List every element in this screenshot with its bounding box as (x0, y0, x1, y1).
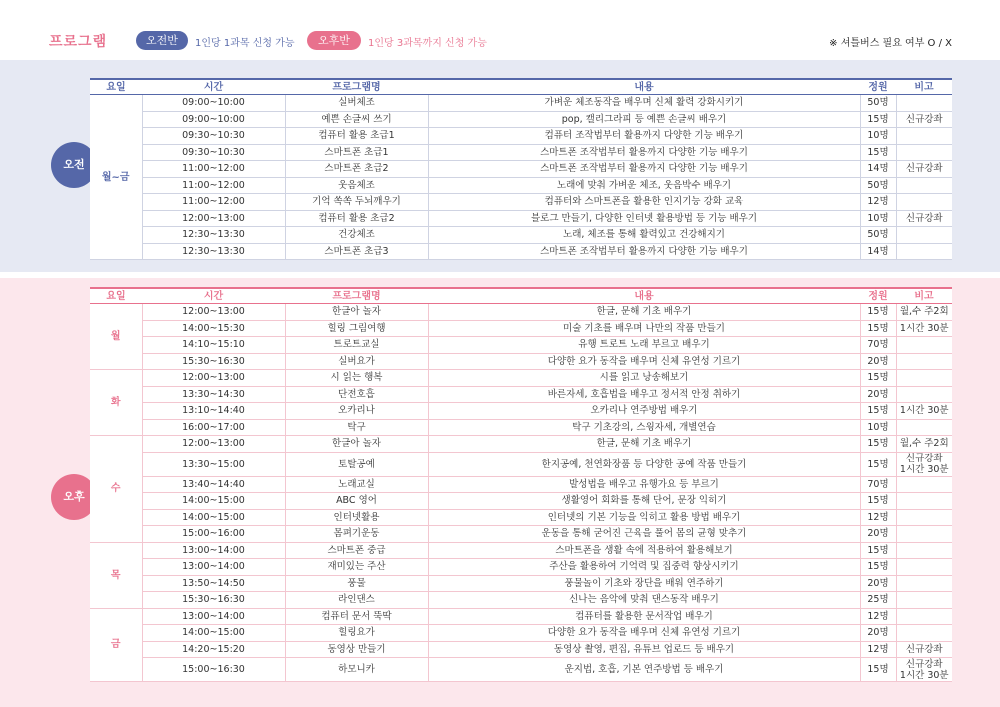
table-row (90, 210, 952, 227)
morning-rule: 1인당 1과목 신청 가능 (195, 38, 295, 49)
time-cell: 14:00~15:00 (142, 493, 285, 510)
note-cell: 신규강좌 (896, 210, 952, 227)
note-cell (896, 95, 952, 112)
note-line: 월,수 주2회 (899, 438, 949, 450)
program-name-cell: 한글아 놀자 (285, 436, 428, 453)
time-cell: 13:40~14:40 (142, 476, 285, 493)
table-row (90, 386, 952, 403)
time-header: 시간 (142, 288, 285, 304)
time-cell: 14:20~15:20 (142, 641, 285, 658)
program-name-cell: 단전호흡 (285, 386, 428, 403)
capacity-cell: 15명 (860, 542, 896, 559)
content-cell: 블로그 만들기, 다양한 인터넷 활용방법 등 기능 배우기 (428, 210, 860, 227)
program-name-cell: 시 읽는 행복 (285, 370, 428, 387)
capacity-cell: 20명 (860, 575, 896, 592)
table-header-row (90, 288, 952, 304)
table-row (90, 436, 952, 453)
note-cell (896, 493, 952, 510)
note-line: 1시간 30분 (899, 322, 949, 334)
note-cell (896, 304, 952, 321)
day-cell: 월~금 (90, 95, 142, 260)
content-cell: 바른자세, 호흡법을 배우고 정서적 안정 취하기 (428, 386, 860, 403)
shuttle-note: ※ 셔틀버스 필요 여부 O / X (829, 38, 952, 49)
time-cell: 09:00~10:00 (142, 95, 285, 112)
time-cell: 11:00~12:00 (142, 161, 285, 178)
page-header (0, 30, 1000, 54)
program-name-cell: 풍물 (285, 575, 428, 592)
program-name-cell: 탁구 (285, 419, 428, 436)
program-name-cell: 하모니카 (285, 658, 428, 682)
day-cell: 수 (90, 436, 142, 543)
program-name-cell: 실버체조 (285, 95, 428, 112)
table-row (90, 476, 952, 493)
program-name-cell: ABC 영어 (285, 493, 428, 510)
table-row (90, 559, 952, 576)
note-cell (896, 227, 952, 244)
note-cell (896, 386, 952, 403)
program-name-cell: 실버요가 (285, 353, 428, 370)
capacity-cell: 12명 (860, 509, 896, 526)
table-row (90, 526, 952, 543)
program-name-cell: 기억 쏙쏙 두뇌깨우기 (285, 194, 428, 211)
time-cell: 14:00~15:00 (142, 509, 285, 526)
morning-schedule-table (90, 78, 952, 260)
capacity-cell: 14명 (860, 243, 896, 260)
program-name-cell: 예쁜 손글씨 쓰기 (285, 111, 428, 128)
capacity-cell: 12명 (860, 194, 896, 211)
afternoon-schedule-table (90, 287, 952, 682)
content-cell: 탁구 기초강의, 스윙자세, 개별연습 (428, 419, 860, 436)
program-name-cell: 인터넷활용 (285, 509, 428, 526)
day-cell: 월 (90, 304, 142, 370)
capacity-cell: 15명 (860, 403, 896, 420)
time-cell: 09:30~10:30 (142, 128, 285, 145)
note-cell (896, 337, 952, 354)
note-cell (896, 559, 952, 576)
capacity-cell: 20명 (860, 625, 896, 642)
capacity-cell: 15명 (860, 304, 896, 321)
note-line: 1시간 30분 (899, 405, 949, 417)
program-name-cell: 트로트교실 (285, 337, 428, 354)
time-cell: 13:00~14:00 (142, 542, 285, 559)
program-name-cell: 라인댄스 (285, 592, 428, 609)
time-cell: 15:00~16:00 (142, 526, 285, 543)
time-cell: 12:30~13:30 (142, 243, 285, 260)
day-cell: 금 (90, 608, 142, 682)
table-row (90, 337, 952, 354)
table-row (90, 320, 952, 337)
capacity-cell: 15명 (860, 111, 896, 128)
capacity-cell: 15명 (860, 320, 896, 337)
program-name-cell: 동영상 만들기 (285, 641, 428, 658)
content-cell: 유행 트로트 노래 부르고 배우기 (428, 337, 860, 354)
note-cell (896, 526, 952, 543)
day-header: 요일 (90, 288, 142, 304)
time-cell: 12:00~13:00 (142, 370, 285, 387)
time-cell: 09:30~10:30 (142, 144, 285, 161)
table-row (90, 194, 952, 211)
table-row (90, 161, 952, 178)
table-row (90, 128, 952, 145)
table-row (90, 177, 952, 194)
table-row (90, 111, 952, 128)
note-cell (896, 128, 952, 145)
afternoon-label: 오후 (51, 474, 97, 520)
note-cell (896, 641, 952, 658)
table-row (90, 419, 952, 436)
content-cell: 가벼운 체조동작을 배우며 신체 활력 강화시키기 (428, 95, 860, 112)
time-cell: 13:00~14:00 (142, 559, 285, 576)
content-header: 내용 (428, 288, 860, 304)
program-name-cell: 컴퓨터 활용 초급1 (285, 128, 428, 145)
time-cell: 14:00~15:30 (142, 320, 285, 337)
program-header: 프로그램명 (285, 79, 428, 95)
content-cell: 다양한 요가 동작을 배우며 신체 유연성 기르기 (428, 625, 860, 642)
capacity-cell: 70명 (860, 476, 896, 493)
note-cell (896, 403, 952, 420)
capacity-cell: 12명 (860, 608, 896, 625)
content-cell: 운동을 통해 굳어진 근육을 풀어 몸의 균형 맞추기 (428, 526, 860, 543)
capacity-cell: 10명 (860, 210, 896, 227)
note-cell (896, 177, 952, 194)
content-cell: 한글, 문해 기초 배우기 (428, 436, 860, 453)
table-header-row (90, 79, 952, 95)
content-cell: 미술 기초를 배우며 나만의 작품 만들기 (428, 320, 860, 337)
capacity-header: 정원 (860, 288, 896, 304)
program-name-cell: 힐링요가 (285, 625, 428, 642)
capacity-cell: 10명 (860, 419, 896, 436)
program-header: 프로그램명 (285, 288, 428, 304)
note-cell: 신규강좌 (896, 111, 952, 128)
capacity-cell: 50명 (860, 95, 896, 112)
content-cell: 시를 읽고 낭송해보기 (428, 370, 860, 387)
program-name-cell: 몸펴기운동 (285, 526, 428, 543)
time-cell: 13:30~15:00 (142, 452, 285, 476)
note-cell (896, 608, 952, 625)
time-cell: 12:00~13:00 (142, 304, 285, 321)
capacity-cell: 20명 (860, 526, 896, 543)
note-line: 1시간 30분 (899, 669, 949, 681)
table-row (90, 95, 952, 112)
note-cell (896, 194, 952, 211)
capacity-cell: 20명 (860, 386, 896, 403)
day-header: 요일 (90, 79, 142, 95)
time-cell: 14:00~15:00 (142, 625, 285, 642)
table-row (90, 304, 952, 321)
content-header: 내용 (428, 79, 860, 95)
table-row (90, 243, 952, 260)
note-header: 비고 (896, 79, 952, 95)
content-cell: 풍물놀이 기초와 장단을 배워 연주하기 (428, 575, 860, 592)
content-cell: 스마트폰 조작법부터 활용까지 다양한 기능 배우기 (428, 144, 860, 161)
table-row (90, 625, 952, 642)
time-cell: 12:00~13:00 (142, 210, 285, 227)
note-cell (896, 436, 952, 453)
table-row (90, 493, 952, 510)
time-cell: 16:00~17:00 (142, 419, 285, 436)
table-row (90, 370, 952, 387)
capacity-cell: 15명 (860, 452, 896, 476)
note-line: 신규강좌 (905, 453, 943, 464)
program-name-cell: 노래교실 (285, 476, 428, 493)
time-cell: 15:30~16:30 (142, 353, 285, 370)
note-cell (896, 476, 952, 493)
program-name-cell: 웃음체조 (285, 177, 428, 194)
capacity-cell: 15명 (860, 493, 896, 510)
program-name-cell: 토탈공예 (285, 452, 428, 476)
table-row (90, 575, 952, 592)
note-cell (896, 370, 952, 387)
time-cell: 13:00~14:00 (142, 608, 285, 625)
program-name-cell: 오카리나 (285, 403, 428, 420)
note-line: 신규강좌 (905, 658, 943, 670)
program-name-cell: 건강체조 (285, 227, 428, 244)
note-line: 신규강좌 (905, 643, 943, 655)
program-name-cell: 스마트폰 중급 (285, 542, 428, 559)
time-cell: 12:00~13:00 (142, 436, 285, 453)
program-name-cell: 스마트폰 초급2 (285, 161, 428, 178)
capacity-cell: 70명 (860, 337, 896, 354)
time-cell: 15:00~16:30 (142, 658, 285, 682)
day-cell: 목 (90, 542, 142, 608)
capacity-cell: 15명 (860, 658, 896, 682)
note-cell (896, 353, 952, 370)
content-cell: 동영상 촬영, 편집, 유튜브 업로드 등 배우기 (428, 641, 860, 658)
time-cell: 13:10~14:40 (142, 403, 285, 420)
time-cell: 15:30~16:30 (142, 592, 285, 609)
content-cell: 스마트폰 조작법부터 활용까지 다양한 기능 배우기 (428, 243, 860, 260)
program-name-cell: 컴퓨터 활용 초급2 (285, 210, 428, 227)
note-cell (896, 509, 952, 526)
note-line: 1시간 30분 (899, 464, 949, 475)
note-cell (896, 542, 952, 559)
capacity-cell: 14명 (860, 161, 896, 178)
table-row (90, 509, 952, 526)
note-cell (896, 452, 952, 476)
content-cell: 한글, 문해 기초 배우기 (428, 304, 860, 321)
note-cell (896, 658, 952, 682)
content-cell: 컴퓨터와 스마트폰을 활용한 인지기능 강화 교육 (428, 194, 860, 211)
program-name-cell: 재미있는 주산 (285, 559, 428, 576)
note-header: 비고 (896, 288, 952, 304)
table-row (90, 608, 952, 625)
content-cell: pop, 캘리그라피 등 예쁜 손글씨 배우기 (428, 111, 860, 128)
note-cell: 신규강좌 (896, 161, 952, 178)
table-row (90, 641, 952, 658)
program-name-cell: 스마트폰 초급3 (285, 243, 428, 260)
capacity-cell: 15명 (860, 559, 896, 576)
note-cell (896, 419, 952, 436)
note-cell (896, 144, 952, 161)
capacity-cell: 25명 (860, 592, 896, 609)
table-row (90, 403, 952, 420)
program-name-cell: 컴퓨터 문서 뚝딱 (285, 608, 428, 625)
note-line: 월,수 주2회 (899, 306, 949, 318)
table-row (90, 353, 952, 370)
capacity-cell: 20명 (860, 353, 896, 370)
capacity-cell: 50명 (860, 227, 896, 244)
note-cell (896, 575, 952, 592)
content-cell: 신나는 음악에 맞춰 댄스동작 배우기 (428, 592, 860, 609)
time-cell: 09:00~10:00 (142, 111, 285, 128)
content-cell: 노래, 체조를 통해 활력있고 건강해지기 (428, 227, 860, 244)
table-row (90, 452, 952, 476)
capacity-cell: 15명 (860, 370, 896, 387)
capacity-cell: 15명 (860, 436, 896, 453)
capacity-header: 정원 (860, 79, 896, 95)
content-cell: 오카리나 연주방법 배우기 (428, 403, 860, 420)
time-cell: 11:00~12:00 (142, 194, 285, 211)
content-cell: 운지법, 호흡, 기본 연주방법 등 배우기 (428, 658, 860, 682)
program-name-cell: 스마트폰 초급1 (285, 144, 428, 161)
capacity-cell: 50명 (860, 177, 896, 194)
note-cell (896, 243, 952, 260)
afternoon-rule: 1인당 3과목까지 신청 가능 (368, 38, 487, 49)
time-cell: 13:30~14:30 (142, 386, 285, 403)
content-cell: 컴퓨터를 활용한 문서작업 배우기 (428, 608, 860, 625)
capacity-cell: 10명 (860, 128, 896, 145)
note-cell (896, 320, 952, 337)
table-row (90, 658, 952, 682)
note-cell (896, 625, 952, 642)
content-cell: 인터넷의 기본 기능을 익히고 활용 방법 배우기 (428, 509, 860, 526)
note-cell (896, 592, 952, 609)
table-row (90, 542, 952, 559)
content-cell: 주산을 활용하여 기억력 및 집중력 향상시키기 (428, 559, 860, 576)
time-cell: 12:30~13:30 (142, 227, 285, 244)
morning-label: 오전 (51, 142, 97, 188)
content-cell: 한지공예, 천연화장품 등 다양한 공예 작품 만들기 (428, 452, 860, 476)
time-cell: 11:00~12:00 (142, 177, 285, 194)
time-cell: 13:50~14:50 (142, 575, 285, 592)
content-cell: 다양한 요가 동작을 배우며 신체 유연성 기르기 (428, 353, 860, 370)
table-row (90, 592, 952, 609)
content-cell: 스마트폰을 생활 속에 적용하여 활용해보기 (428, 542, 860, 559)
afternoon-badge: 오후반 (307, 31, 361, 50)
time-cell: 14:10~15:10 (142, 337, 285, 354)
page-title: 프로그램 (49, 34, 108, 50)
capacity-cell: 12명 (860, 641, 896, 658)
content-cell: 컴퓨터 조작법부터 활용까지 다양한 기능 배우기 (428, 128, 860, 145)
content-cell: 생활영어 회화를 통해 단어, 문장 익히기 (428, 493, 860, 510)
program-name-cell: 한글아 놀자 (285, 304, 428, 321)
content-cell: 노래에 맞춰 가벼운 체조, 웃음박수 배우기 (428, 177, 860, 194)
content-cell: 발성법을 배우고 유행가요 등 부르기 (428, 476, 860, 493)
time-header: 시간 (142, 79, 285, 95)
program-name-cell: 힐링 그림여행 (285, 320, 428, 337)
morning-badge: 오전반 (136, 31, 188, 50)
day-cell: 화 (90, 370, 142, 436)
content-cell: 스마트폰 조작법부터 활용까지 다양한 기능 배우기 (428, 161, 860, 178)
table-row (90, 144, 952, 161)
capacity-cell: 15명 (860, 144, 896, 161)
table-row (90, 227, 952, 244)
